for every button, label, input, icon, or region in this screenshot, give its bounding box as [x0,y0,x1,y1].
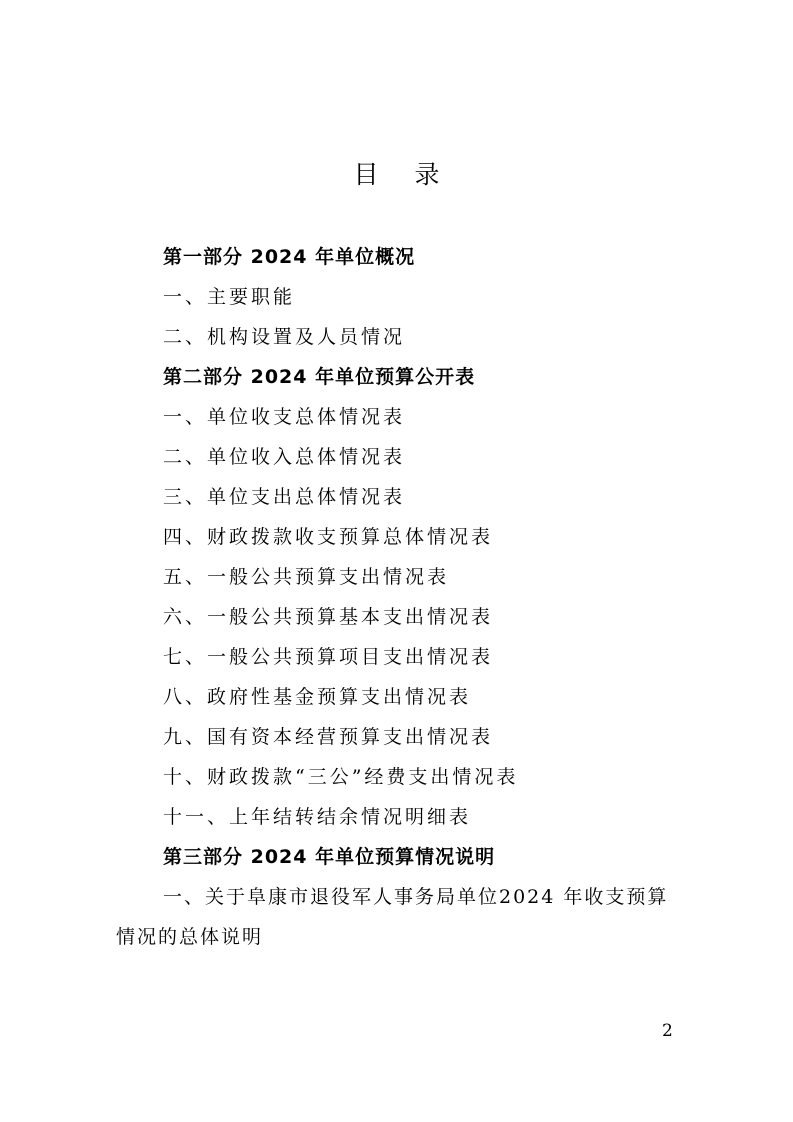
toc-part-1-heading[interactable]: 第一部分 2024 年单位概况 [163,246,416,268]
toc-item-table-2[interactable]: 二、单位收入总体情况表 [163,446,406,468]
toc-item-table-3[interactable]: 三、单位支出总体情况表 [163,486,406,508]
toc-item-table-7[interactable]: 七、一般公共预算项目支出情况表 [163,646,494,668]
page-number: 2 [662,1021,673,1041]
toc-item-table-8[interactable]: 八、政府性基金预算支出情况表 [163,686,472,708]
toc-item-organization-staff[interactable]: 二、机构设置及人员情况 [163,326,406,348]
toc-item-main-functions[interactable]: 一、主要职能 [163,286,296,308]
toc-item-table-9[interactable]: 九、国有资本经营预算支出情况表 [163,726,494,748]
toc-item-table-10[interactable]: 十、财政拨款“三公”经费支出情况表 [163,766,519,788]
toc-item-table-6[interactable]: 六、一般公共预算基本支出情况表 [163,606,494,628]
toc-item-table-11[interactable]: 十一、上年结转结余情况明细表 [163,806,472,828]
toc-title: 目 录 [353,160,454,189]
toc-item-table-4[interactable]: 四、财政拨款收支预算总体情况表 [163,526,494,548]
toc-item-table-5[interactable]: 五、一般公共预算支出情况表 [163,566,450,588]
toc-item-table-1[interactable]: 一、单位收支总体情况表 [163,406,406,428]
toc-item-budget-overview[interactable]: 一、关于阜康市退役军人事务局单位2024 年收支预算情况的总体说明 [116,886,669,948]
toc-part-2-heading[interactable]: 第二部分 2024 年单位预算公开表 [163,366,476,388]
table-of-contents [163,237,683,877]
toc-part-3-heading[interactable]: 第三部分 2024 年单位预算情况说明 [163,846,496,868]
